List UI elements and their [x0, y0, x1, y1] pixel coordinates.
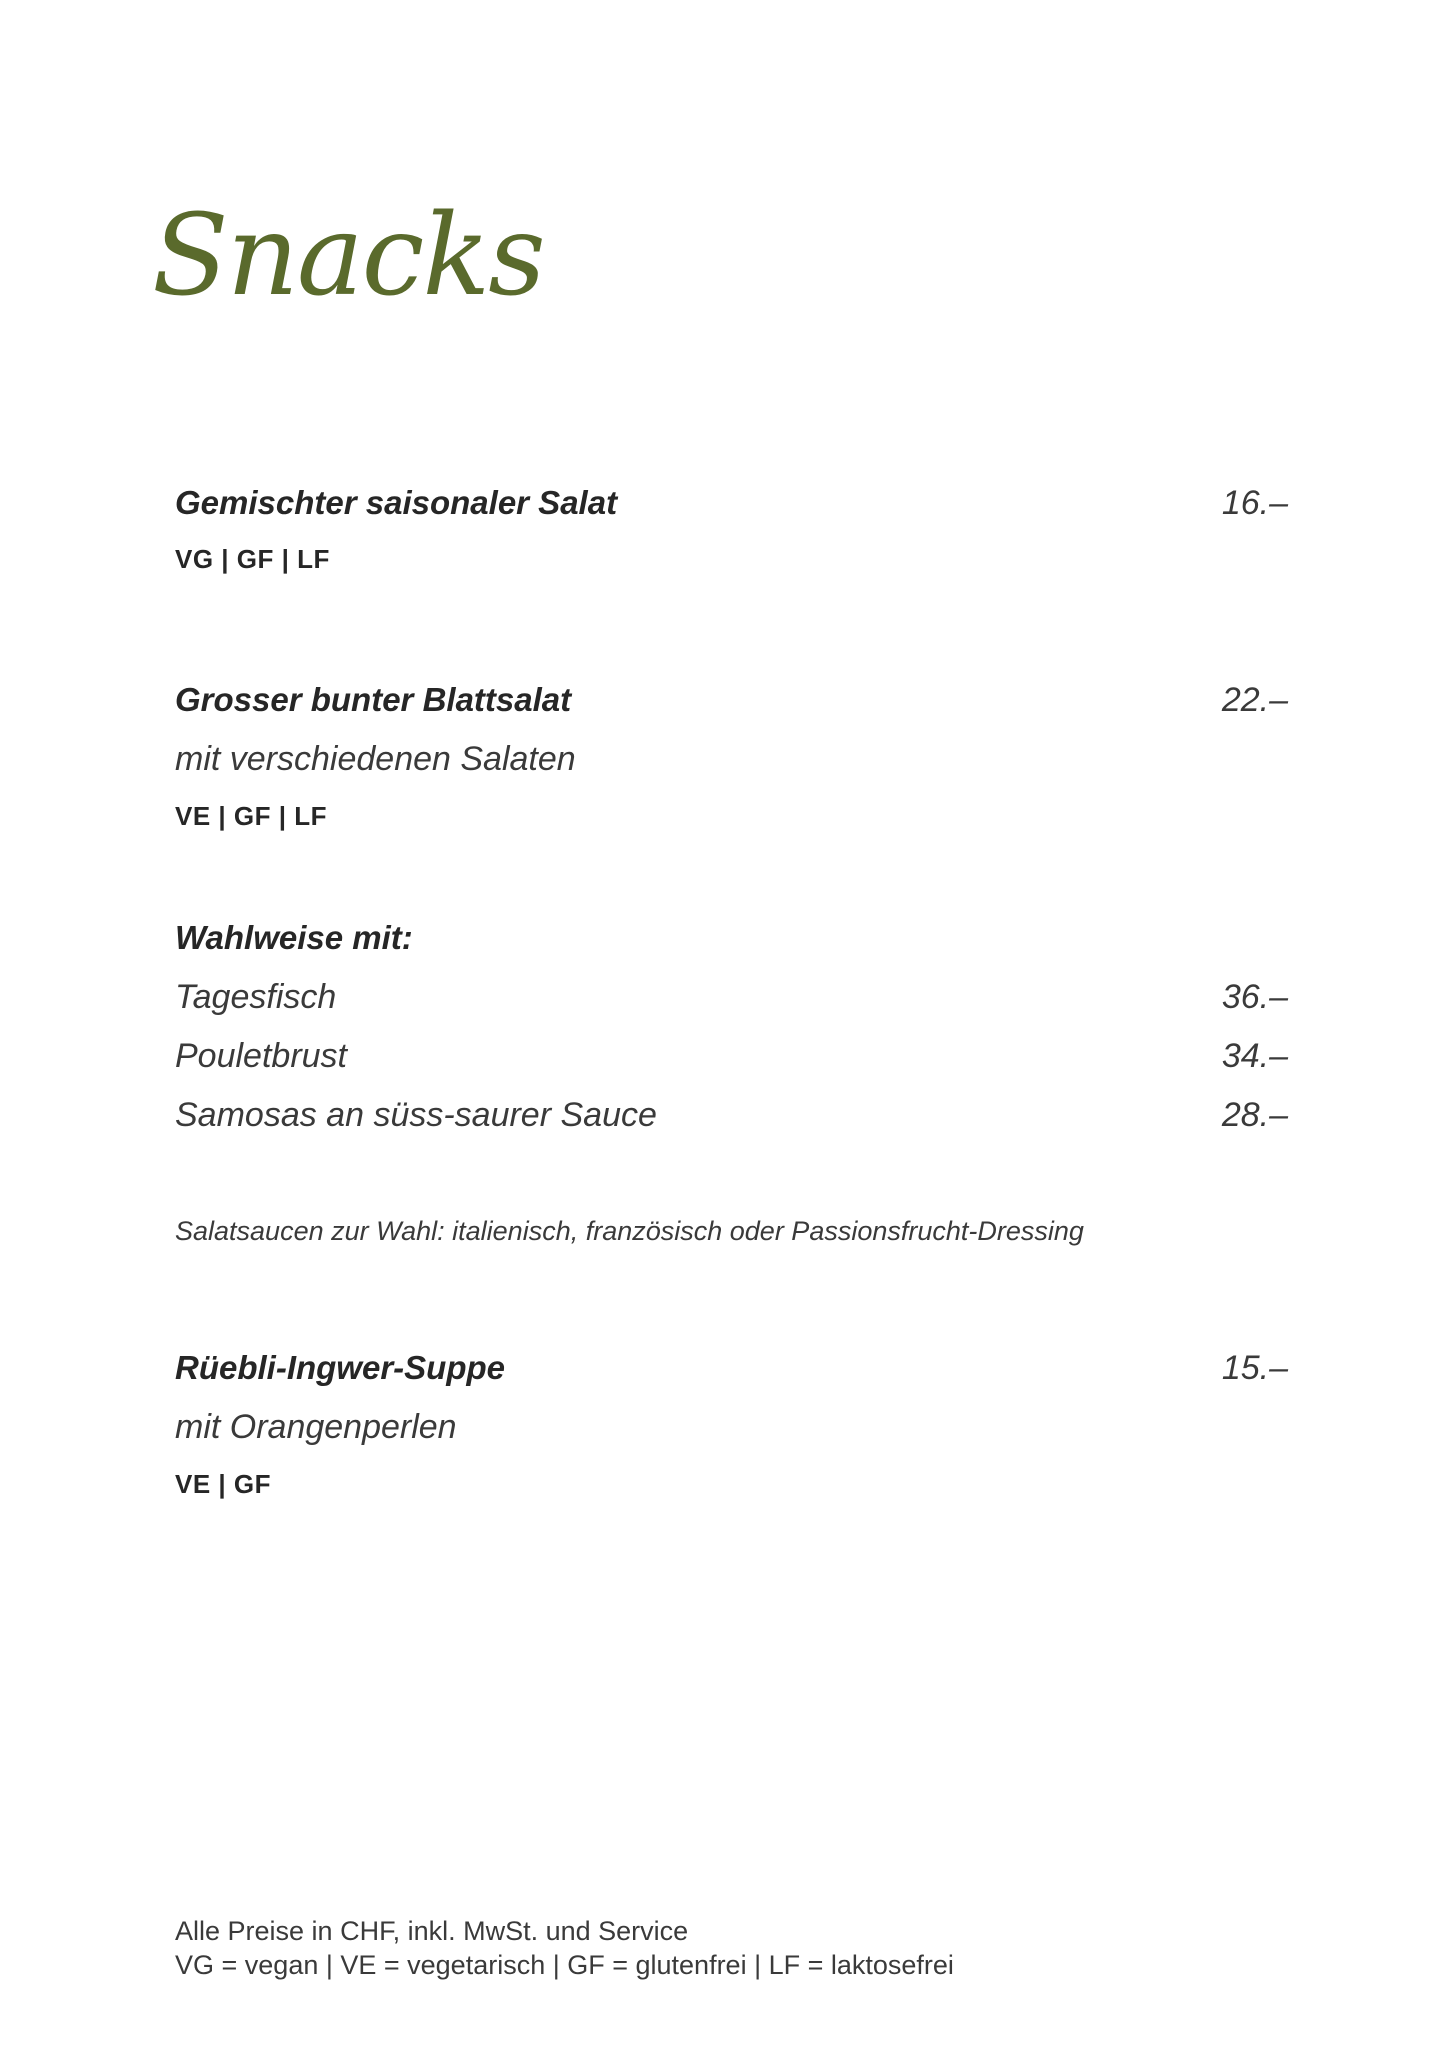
option-name: Samosas an süss-saurer Sauce: [175, 1096, 657, 1134]
option-price: 28.–: [1221, 1096, 1288, 1134]
menu-item-gemischter-salat: [175, 478, 1288, 528]
option-price: 34.–: [1221, 1037, 1288, 1075]
menu-item-blattsalat: [175, 675, 1288, 725]
item-price: 22.–: [1221, 681, 1288, 719]
item-price: 16.–: [1221, 484, 1288, 522]
dressing-note: Salatsaucen zur Wahl: italienisch, französisch oder Passionsfrucht-Dressing: [175, 1216, 1084, 1246]
option-price: 36.–: [1221, 978, 1288, 1016]
option-pouletbrust: [175, 1031, 1288, 1081]
item-dietary-tags: VE | GF | LF: [175, 801, 327, 831]
page-title: Snacks: [152, 191, 544, 321]
item-description: mit Orangenperlen: [175, 1408, 457, 1446]
item-name: Rüebli-Ingwer-Suppe: [175, 1349, 505, 1386]
option-tagesfisch: [175, 972, 1288, 1022]
item-description-row: [175, 1402, 1288, 1452]
footer-legend: VG = vegan | VE = vegetarisch | GF = glutenfrei | LF = laktosefrei: [175, 1950, 954, 1980]
option-name: Tagesfisch: [175, 978, 337, 1016]
footer: [175, 1914, 954, 1982]
item-description: mit verschiedenen Salaten: [175, 740, 576, 778]
item-name: Grosser bunter Blattsalat: [175, 681, 572, 718]
item-price: 15.–: [1221, 1349, 1288, 1387]
options-heading-row: [175, 913, 1288, 963]
item-dietary-tags: VG | GF | LF: [175, 544, 330, 574]
item-name: Gemischter saisonaler Salat: [175, 484, 618, 521]
item-description-row: [175, 734, 1288, 784]
item-dietary-tags: VE | GF: [175, 1469, 272, 1499]
options-heading: Wahlweise mit:: [175, 919, 413, 956]
option-samosas: [175, 1090, 1288, 1140]
menu-item-suppe: [175, 1343, 1288, 1393]
footer-price-note: Alle Preise in CHF, inkl. MwSt. und Service: [175, 1916, 689, 1946]
option-name: Pouletbrust: [175, 1037, 347, 1075]
